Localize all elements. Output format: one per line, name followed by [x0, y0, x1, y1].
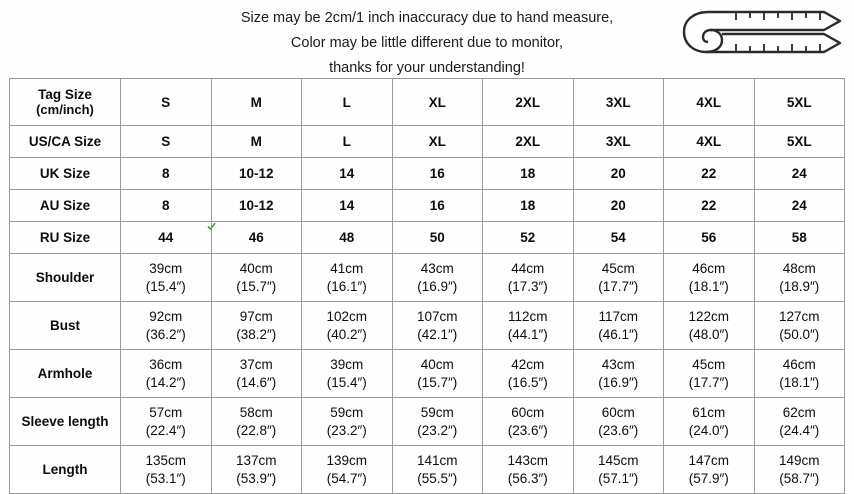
value-cm: 40cm: [420, 356, 454, 372]
cell-tag-2xl: 2XL: [483, 79, 574, 126]
cell-sleeve-3xl: [573, 398, 664, 446]
cell-tag-4xl: 4XL: [664, 79, 755, 126]
value-cm: 137cm: [235, 452, 277, 468]
value-cm: 43cm: [601, 356, 635, 372]
cell-au-4xl: 22: [664, 190, 755, 222]
value-cm: 39cm: [330, 356, 364, 372]
cell-tag-s: S: [121, 79, 212, 126]
cell-bust-m: [211, 302, 302, 350]
value-inch: (18.1″): [688, 278, 729, 294]
cell-shoulder-xl: [392, 254, 483, 302]
cell-sleeve-l: [302, 398, 393, 446]
value-cm: 48cm: [782, 260, 816, 276]
value-inch: (46.1″): [598, 326, 639, 342]
value-cm: 141cm: [416, 452, 458, 468]
value-inch: (15.4″): [145, 278, 186, 294]
value-inch: (57.1″): [598, 470, 639, 486]
table-row: [10, 222, 845, 254]
value-inch: (17.3″): [507, 278, 548, 294]
cell-shoulder-s: [121, 254, 212, 302]
value-inch: (14.6″): [236, 374, 277, 390]
row-label-sleeve-length: Sleeve length: [10, 398, 121, 446]
cell-armhole-4xl: [664, 350, 755, 398]
row-label-bust: Bust: [10, 302, 121, 350]
value-inch: (54.7″): [326, 470, 367, 486]
cell-usca-m: M: [211, 126, 302, 158]
cell-ru-2xl: 52: [483, 222, 574, 254]
cell-usca-s: S: [121, 126, 212, 158]
value-inch: (18.1″): [779, 374, 820, 390]
value-inch: (16.5″): [507, 374, 548, 390]
row-label-length: Length: [10, 446, 121, 494]
value-inch: (44.1″): [507, 326, 548, 342]
cell-tag-5xl: 5XL: [754, 79, 845, 126]
value-inch: (57.9″): [688, 470, 729, 486]
table-row: [10, 79, 845, 126]
value-inch: (40.2″): [326, 326, 367, 342]
cell-uk-m: 10-12: [211, 158, 302, 190]
row-label-us-ca-size: US/CA Size: [10, 126, 121, 158]
cell-ru-xl: 50: [392, 222, 483, 254]
cell-tag-xl: XL: [392, 79, 483, 126]
tape-measure-icon: [674, 2, 846, 74]
value-inch: (58.7″): [779, 470, 820, 486]
cell-tag-m: M: [211, 79, 302, 126]
table-row: [10, 446, 845, 494]
cell-usca-3xl: 3XL: [573, 126, 664, 158]
cell-armhole-3xl: [573, 350, 664, 398]
value-inch: (24.0″): [688, 422, 729, 438]
row-label-uk-size: UK Size: [10, 158, 121, 190]
value-cm: 60cm: [601, 404, 635, 420]
value-inch: (50.0″): [779, 326, 820, 342]
cell-au-5xl: 24: [754, 190, 845, 222]
value-inch: (15.4″): [326, 374, 367, 390]
cell-sleeve-s: [121, 398, 212, 446]
cell-sleeve-5xl: [754, 398, 845, 446]
value-inch: (38.2″): [236, 326, 277, 342]
cell-shoulder-3xl: [573, 254, 664, 302]
cell-armhole-l: [302, 350, 393, 398]
row-label-sub: (cm/inch): [36, 102, 94, 117]
value-cm: 46cm: [782, 356, 816, 372]
value-cm: 39cm: [149, 260, 183, 276]
cell-uk-xl: 16: [392, 158, 483, 190]
cell-shoulder-5xl: [754, 254, 845, 302]
value-cm: 59cm: [420, 404, 454, 420]
cell-bust-4xl: [664, 302, 755, 350]
value-inch: (53.9″): [236, 470, 277, 486]
value-inch: (42.1″): [417, 326, 458, 342]
cell-usca-4xl: 4XL: [664, 126, 755, 158]
size-chart-table: [9, 78, 845, 494]
value-cm: 97cm: [239, 308, 273, 324]
cell-uk-3xl: 20: [573, 158, 664, 190]
value-cm: 44cm: [511, 260, 545, 276]
value-inch: (36.2″): [145, 326, 186, 342]
cell-tag-l: L: [302, 79, 393, 126]
cell-shoulder-m: [211, 254, 302, 302]
value-cm: 127cm: [778, 308, 820, 324]
table-row: [10, 190, 845, 222]
value-inch: (16.9″): [598, 374, 639, 390]
value-cm: 45cm: [692, 356, 726, 372]
cell-sleeve-2xl: [483, 398, 574, 446]
cell-shoulder-4xl: [664, 254, 755, 302]
value-inch: (53.1″): [145, 470, 186, 486]
cell-shoulder-l: [302, 254, 393, 302]
value-cm: 58cm: [239, 404, 273, 420]
value-cm: 42cm: [511, 356, 545, 372]
cell-ru-s: 44: [121, 222, 212, 254]
notice-line-3: thanks for your understanding!: [329, 60, 525, 76]
cell-length-l: [302, 446, 393, 494]
value-inch: (23.6″): [507, 422, 548, 438]
value-cm: 135cm: [145, 452, 187, 468]
cell-length-5xl: [754, 446, 845, 494]
cell-ru-l: 48: [302, 222, 393, 254]
cell-au-3xl: 20: [573, 190, 664, 222]
value-cm: 102cm: [326, 308, 368, 324]
table-row: [10, 398, 845, 446]
cell-armhole-xl: [392, 350, 483, 398]
cell-sleeve-xl: [392, 398, 483, 446]
cell-sleeve-m: [211, 398, 302, 446]
table-row: [10, 254, 845, 302]
table-row: [10, 350, 845, 398]
value-cm: 112cm: [507, 308, 548, 324]
value-cm: 122cm: [688, 308, 730, 324]
value-cm: 36cm: [149, 356, 183, 372]
value-inch: (16.1″): [326, 278, 367, 294]
value-inch: (56.3″): [507, 470, 548, 486]
cell-au-l: 14: [302, 190, 393, 222]
value-inch: (22.4″): [145, 422, 186, 438]
cell-length-3xl: [573, 446, 664, 494]
cell-ru-4xl: 56: [664, 222, 755, 254]
cell-length-2xl: [483, 446, 574, 494]
value-cm: 117cm: [598, 308, 639, 324]
notice-line-2: Color may be little different due to monitor,: [290, 35, 564, 51]
value-cm: 40cm: [239, 260, 273, 276]
cell-shoulder-2xl: [483, 254, 574, 302]
row-label-armhole: Armhole: [10, 350, 121, 398]
cell-usca-xl: XL: [392, 126, 483, 158]
cell-ru-m: 46: [211, 222, 302, 254]
value-cm: 139cm: [326, 452, 368, 468]
cell-uk-2xl: 18: [483, 158, 574, 190]
cell-uk-s: 8: [121, 158, 212, 190]
value-cm: 149cm: [778, 452, 820, 468]
cell-au-m: 10-12: [211, 190, 302, 222]
table-row: [10, 158, 845, 190]
value-cm: 37cm: [239, 356, 273, 372]
value-cm: 45cm: [601, 260, 635, 276]
cell-bust-s: [121, 302, 212, 350]
value-cm: 62cm: [782, 404, 816, 420]
row-label-shoulder: Shoulder: [10, 254, 121, 302]
cell-bust-xl: [392, 302, 483, 350]
value-inch: (15.7″): [236, 278, 277, 294]
cell-au-s: 8: [121, 190, 212, 222]
cell-au-2xl: 18: [483, 190, 574, 222]
value-cm: 147cm: [688, 452, 730, 468]
notice-line-1: Size may be 2cm/1 inch inaccuracy due to hand measure,: [240, 10, 614, 26]
cell-length-4xl: [664, 446, 755, 494]
value-cm: 145cm: [597, 452, 639, 468]
cell-armhole-2xl: [483, 350, 574, 398]
value-inch: (48.0″): [688, 326, 729, 342]
cell-usca-2xl: 2XL: [483, 126, 574, 158]
value-inch: (55.5″): [417, 470, 458, 486]
row-label-au-size: AU Size: [10, 190, 121, 222]
cell-usca-l: L: [302, 126, 393, 158]
cell-armhole-s: [121, 350, 212, 398]
cell-au-xl: 16: [392, 190, 483, 222]
value-inch: (17.7″): [598, 278, 639, 294]
value-cm: 46cm: [692, 260, 726, 276]
value-cm: 43cm: [420, 260, 454, 276]
cell-ru-3xl: 54: [573, 222, 664, 254]
cell-bust-l: [302, 302, 393, 350]
value-inch: (17.7″): [688, 374, 729, 390]
value-inch: (18.9″): [779, 278, 820, 294]
cell-ru-5xl: 58: [754, 222, 845, 254]
value-cm: 107cm: [416, 308, 458, 324]
value-inch: (24.4″): [779, 422, 820, 438]
cell-uk-4xl: 22: [664, 158, 755, 190]
value-cm: 143cm: [507, 452, 549, 468]
cell-armhole-m: [211, 350, 302, 398]
cell-bust-3xl: [573, 302, 664, 350]
value-cm: 60cm: [511, 404, 545, 420]
cell-tag-3xl: 3XL: [573, 79, 664, 126]
value-inch: (23.2″): [417, 422, 458, 438]
cell-length-s: [121, 446, 212, 494]
row-label-text: Tag Size: [38, 87, 92, 102]
value-cm: 41cm: [330, 260, 364, 276]
cell-uk-5xl: 24: [754, 158, 845, 190]
cell-length-m: [211, 446, 302, 494]
value-inch: (15.7″): [417, 374, 458, 390]
value-inch: (23.2″): [326, 422, 367, 438]
table-row: [10, 126, 845, 158]
value-inch: (23.6″): [598, 422, 639, 438]
table-row: [10, 302, 845, 350]
cell-length-xl: [392, 446, 483, 494]
cell-usca-5xl: 5XL: [754, 126, 845, 158]
cell-bust-5xl: [754, 302, 845, 350]
cell-armhole-5xl: [754, 350, 845, 398]
cell-sleeve-4xl: [664, 398, 755, 446]
value-inch: (14.2″): [145, 374, 186, 390]
value-inch: (16.9″): [417, 278, 458, 294]
row-label-tag-size: [10, 79, 121, 126]
value-cm: 61cm: [692, 404, 726, 420]
cell-bust-2xl: [483, 302, 574, 350]
value-inch: (22.8″): [236, 422, 277, 438]
value-cm: 59cm: [330, 404, 364, 420]
row-label-ru-size: RU Size: [10, 222, 121, 254]
cell-uk-l: 14: [302, 158, 393, 190]
value-cm: 92cm: [149, 308, 183, 324]
value-cm: 57cm: [149, 404, 183, 420]
